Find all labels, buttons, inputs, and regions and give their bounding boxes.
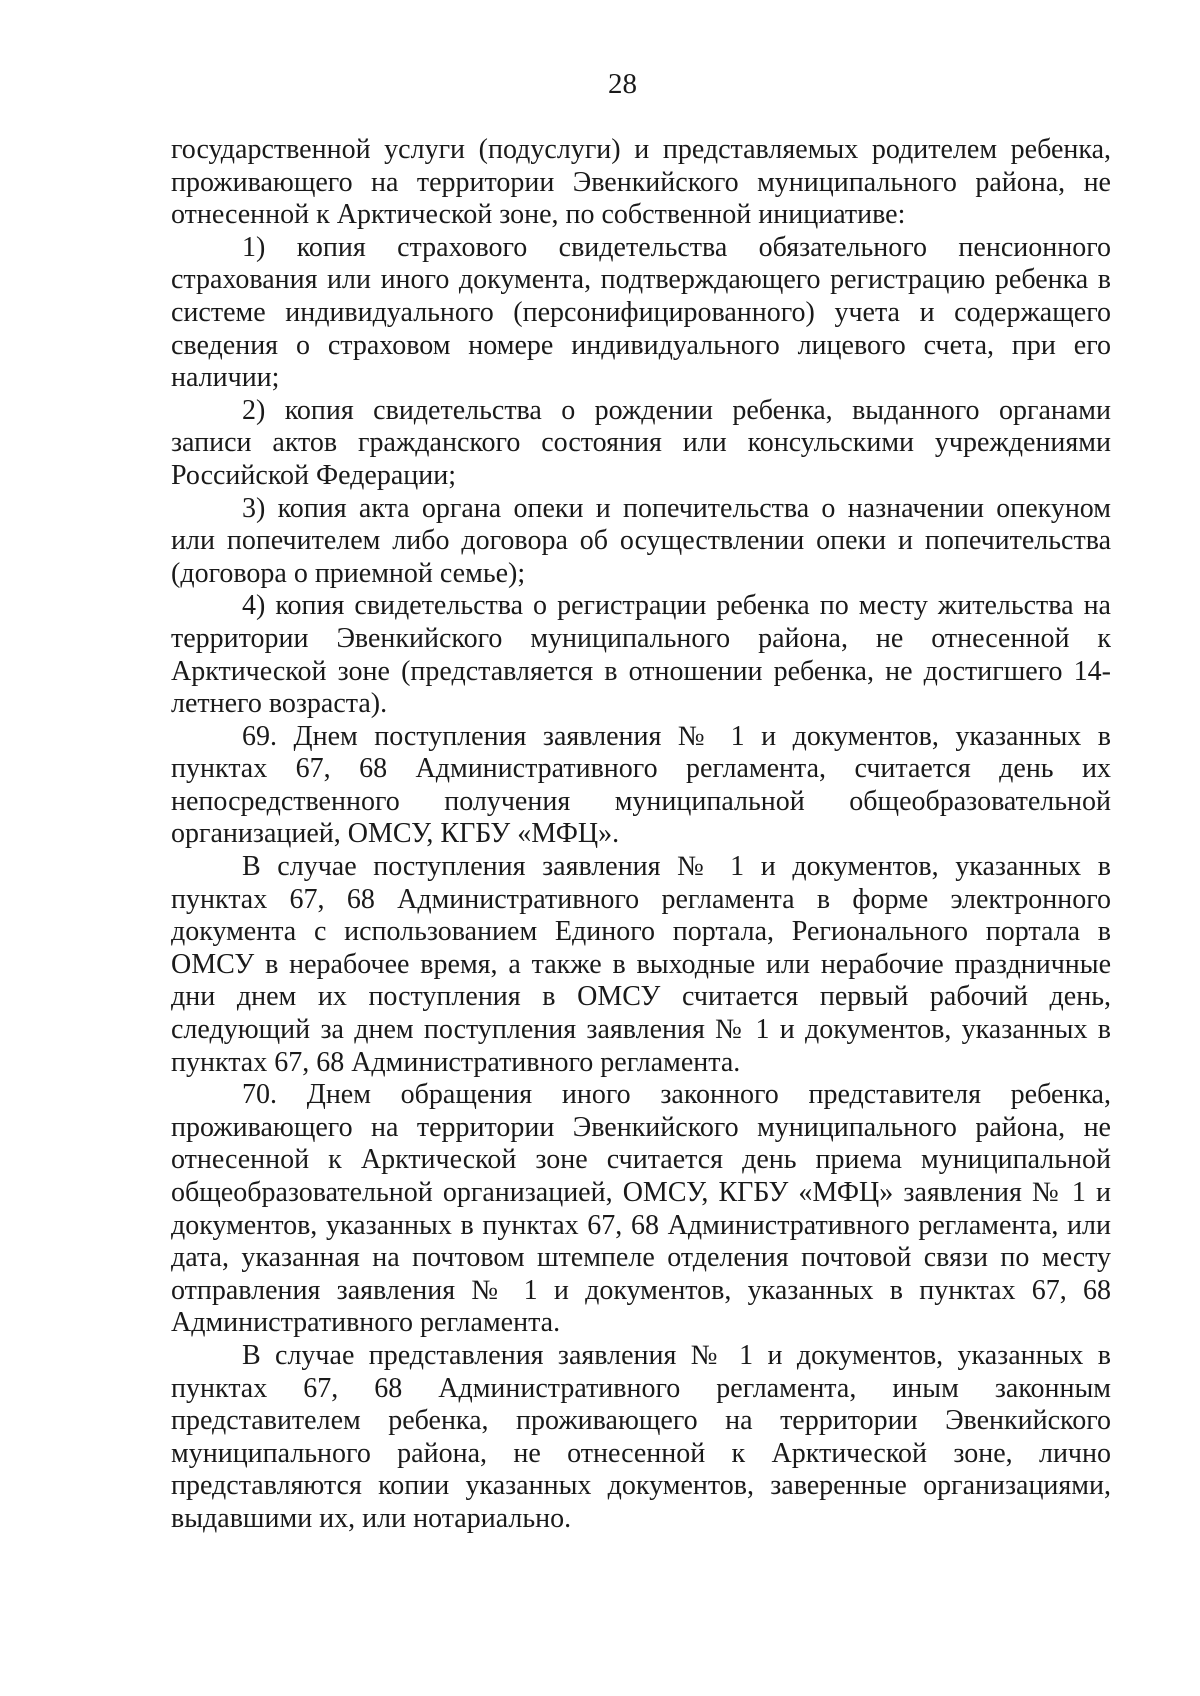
list-item-snils-copy: 1) копия страхового свидетельства обязательного пенсионного страхования или иного документа, подтверждающего регистрацию ребенка в системе индивидуального (персонифицированного) учета и содержащего сведения о страховом номере индивидуального лицевого счета, при его наличии; [171, 231, 1111, 394]
clause-70-legal-representative: В случае представления заявления № 1 и документов, указанных в пунктах 67, 68 Административного регламента, иным законным представителем ребенка, проживающего на территории Эвенкийского муниципального района, не отнесенной к Арктической зоне, лично представляются копии указанных документов, заверенные организациями, выдавшими их, или нотариально. [171, 1339, 1111, 1534]
clause-69: 69. Днем поступления заявления № 1 и документов, указанных в пунктах 67, 68 Административного регламента, считается день их непосредственного получения муниципальной общеобразовательной организацией, ОМСУ, КГБУ «МФЦ». [171, 720, 1111, 850]
document-body [171, 134, 1111, 1536]
paragraph-continuation: государственной услуги (подуслуги) и представляемых родителем ребенка, проживающего на территории Эвенкийского муниципального района, не отнесенной к Арктической зоне, по собственной инициативе: [171, 134, 1111, 231]
clause-69-electronic-submission: В случае поступления заявления № 1 и документов, указанных в пунктах 67, 68 Административного регламента в форме электронного документа с использованием Единого портала, Регионального портала в ОМСУ в нерабочее время, а также в выходные или нерабочие праздничные дни днем их поступления в ОМСУ считается первый рабочий день, следующий за днем поступления заявления № 1 и документов, указанных в пунктах 67, 68 Административного регламента. [171, 851, 1111, 1078]
page-number: 28 [608, 68, 637, 100]
list-item-guardianship-act-copy: 3) копия акта органа опеки и попечительства о назначении опекуном или попечителем либо договора об осуществлении опеки и попечительства (договора о приемной семье); [171, 492, 1111, 589]
clause-70: 70. Днем обращения иного законного представителя ребенка, проживающего на территории Эвенкийского муниципального района, не отнесенной к Арктической зоне считается день приема муниципальной общеобразовательной организацией, ОМСУ, КГБУ «МФЦ» заявления № 1 и документов, указанных в пунктах 67, 68 Административного регламента, или дата, указанная на почтовом штемпеле отделения почтовой связи по месту отправления заявления № 1 и документов, указанных в пунктах 67, 68 Административного регламента. [171, 1079, 1111, 1339]
list-item-registration-certificate-copy: 4) копия свидетельства о регистрации ребенка по месту жительства на территории Эвенкийского муниципального района, не отнесенной к Арктической зоне (представляется в отношении ребенка, не достигшего 14-летнего возраста). [171, 590, 1111, 720]
list-item-birth-certificate-copy: 2) копия свидетельства о рождении ребенка, выданного органами записи актов гражданского состояния или консульскими учреждениями Российской Федерации; [171, 394, 1111, 491]
